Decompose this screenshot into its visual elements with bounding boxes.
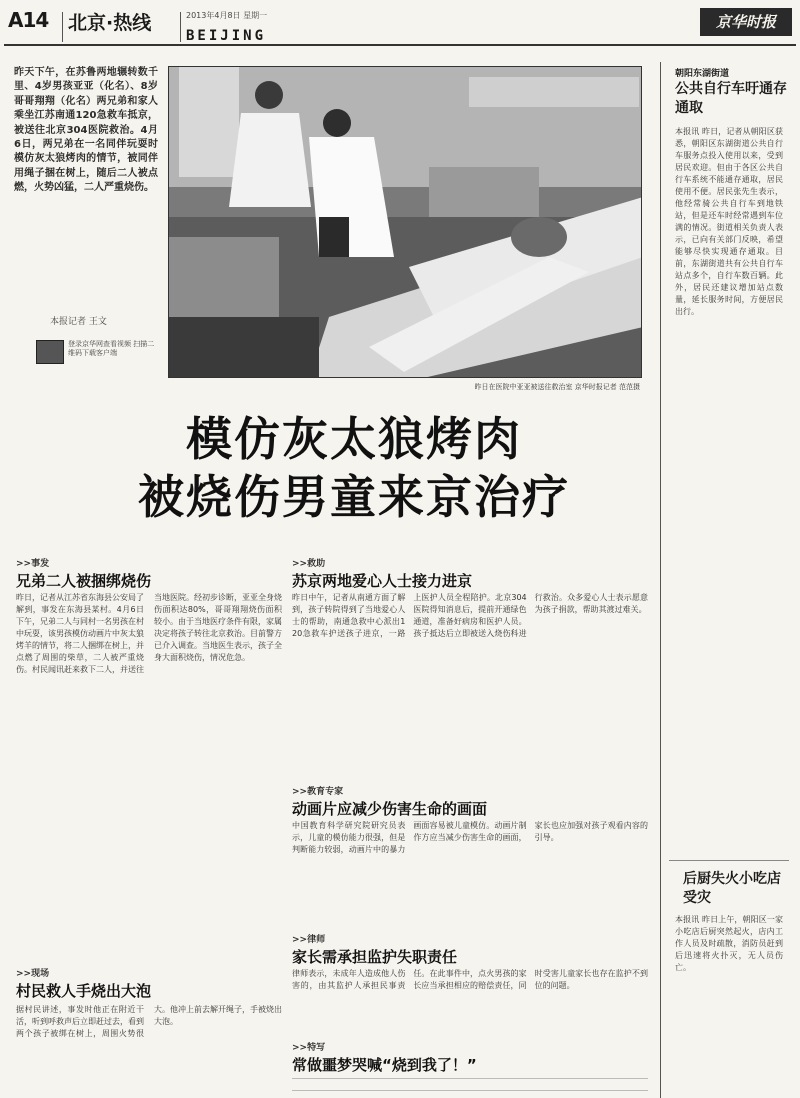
byline: 本报记者 王文 — [50, 317, 107, 327]
section-kicker: >>教育专家 — [292, 787, 344, 797]
section-title: 家长需承担监护失职责任 — [292, 948, 458, 966]
date-line: 2013年4月8日 星期一 — [186, 11, 268, 20]
qr-caption: 登录京华网查看视频 扫描二维码下载客户端 — [68, 340, 155, 357]
section-kicker: >>特写 — [292, 1043, 326, 1053]
text-placeholder-line — [292, 1090, 648, 1091]
section-kicker: >>律师 — [292, 935, 326, 945]
sidebar-kicker: 朝阳东湖街道 — [675, 69, 730, 79]
masthead-divider — [62, 12, 63, 42]
section-title: 兄弟二人被捆绑烧伤 — [16, 572, 152, 590]
sidebar-body-2: 本报讯 昨日上午，朝阳区一家小吃店后厨突然起火，店内工作人员及时疏散，消防员赶到后迅速将火扑灭，无人员伤亡。 — [675, 915, 783, 972]
qr-code-icon — [36, 340, 64, 364]
masthead — [4, 4, 796, 46]
main-headline — [74, 410, 634, 526]
section-kicker: >>救助 — [292, 559, 326, 569]
right-sidebar — [660, 62, 792, 1098]
lead-paragraph: 昨天下午，在苏鲁两地辗转数千里、4岁男孩亚亚（化名）、8岁哥哥翔翔（化名）两兄弟和家人乘坐江苏南通120急救车抵京，被送往北京304医院救治。4月6日，两兄弟在一名同伴玩耍时模仿灰太狼烤肉的情节，被同伴用绳子捆在树上，随后二人被点燃，火势凶猛，二人严重烧伤。 — [14, 67, 158, 194]
headline-line-2: 被烧伤男童来京治疗 — [138, 470, 570, 524]
section-title: 北京·热线 — [68, 12, 152, 34]
sidebar-headline: 公共自行车吁通存通取 — [675, 81, 787, 116]
photo-caption: 昨日在医院中亚亚被送往救治室 京华时报记者 范范摄 — [474, 383, 640, 391]
text-placeholder-line — [292, 1078, 648, 1079]
section-body: 律师表示，未成年人造成他人伤害的，由其监护人承担民事责任。在此事件中，点火男孩的家长应当承担相应的赔偿责任，同时受害儿童家长也存在监护不到位的问题。 — [292, 969, 648, 990]
section-body: 昨日中午，记者从南通方面了解到，孩子转院得到了当地爱心人士的帮助，南通急救中心派出120急救车护送孩子进京，一路上医护人员全程陪护。北京304医院得知消息后，提前开通绿色通道，准备好病房和医护人员。孩子抵达后立即被送入烧伤科进行救治。众多爱心人士表示愿意为孩子捐款，帮助其渡过难关。 — [292, 593, 648, 638]
section-title: 苏京两地爱心人士接力进京 — [292, 572, 473, 590]
sidebar-divider — [669, 860, 789, 861]
section-body: 中国教育科学研究院研究员表示，儿童的模仿能力很强，但是判断能力较弱，动画片中的暴力画面容易被儿童模仿。动画片制作方应当减少伤害生命的画面，家长也应加强对孩子观看内容的引导。 — [292, 821, 648, 854]
section-kicker: >>事发 — [16, 559, 50, 569]
headline-line-1: 模仿灰太狼烤肉 — [186, 412, 522, 466]
news-photo — [168, 66, 642, 378]
section-title: 动画片应减少伤害生命的画面 — [292, 800, 488, 818]
section-body: 昨日，记者从江苏省东海县公安局了解到，事发在东海县某村。4月6日下午，兄弟二人与同村一名男孩在村中玩耍，该男孩模仿动画片中灰太狼烤羊的情节，将二人捆绑在树上，并点燃了周围的柴草，二人被严重烧伤。村民闻讯赶来救下二人，并送往当地医院。经初步诊断，亚亚全身烧伤面积达80%，哥哥翔翔烧伤面积较小。由于当地医疗条件有限，家属决定将孩子转往北京救治。目前警方已介入调查。当地医生表示，孩子全身大面积烧伤，情况危急。 — [16, 593, 282, 674]
newspaper-logo: 京华时报 — [700, 8, 792, 36]
sidebar-body: 本报讯 昨日，记者从朝阳区获悉，朝阳区东湖街道公共自行车服务点投入使用以来，受到居民欢迎。但由于各区公共自行车系统不能通存通取，居民使用不便。居民张先生表示，他经常骑公共自行车到地铁站，但是还车时经常遇到车位满的情况。街道相关负责人表示，已向有关部门反映，希望能够尽快实现通存通取。目前，东湖街道共有公共自行车站点多个，自行车数百辆。此外，居民还建议增加站点数量，延长服务时间，方便居民出行。 — [675, 127, 783, 316]
section-title: 村民救人手烧出大泡 — [16, 982, 152, 1000]
section-body: 据村民讲述，事发时他正在附近干活，听到呼救声后立即赶过去，看到两个孩子被绑在树上，周围火势很大。他冲上前去解开绳子，手被烧出大泡。 — [16, 1005, 282, 1038]
sidebar-headline-2: 后厨失火小吃店受灾 — [683, 871, 781, 906]
section-kicker: >>现场 — [16, 969, 50, 979]
masthead-divider — [180, 12, 181, 42]
page-number: A14 — [8, 8, 49, 32]
section-title: 常做噩梦哭喊“烧到我了！” — [292, 1056, 477, 1074]
section-latin: BEIJING — [186, 28, 267, 44]
hospital-ward-photo — [169, 67, 642, 378]
